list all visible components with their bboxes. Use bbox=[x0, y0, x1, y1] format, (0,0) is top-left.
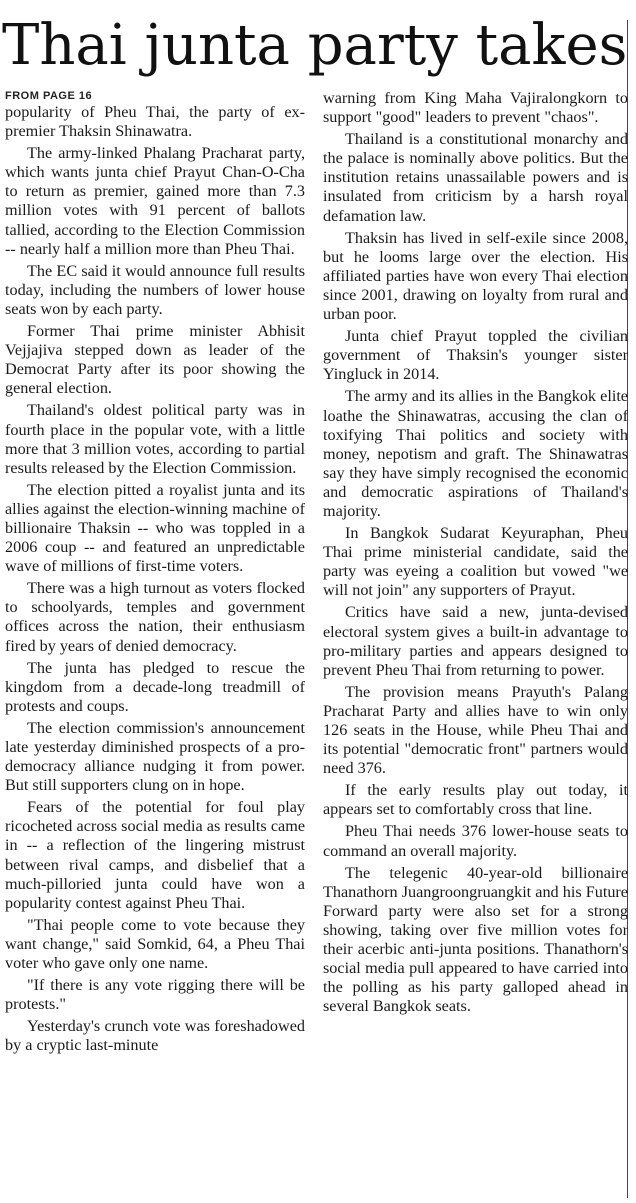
paragraph: Pheu Thai needs 376 lower-house seats to command an overall majority. bbox=[323, 822, 628, 860]
paragraph: If the early results play out today, it appears set to comfortably cross that line. bbox=[323, 781, 628, 819]
paragraph: Junta chief Prayut toppled the civilian government of Thaksin's younger sister Yingluck in 2014. bbox=[323, 327, 628, 384]
paragraph: "If there is any vote rigging there will be protests." bbox=[5, 976, 305, 1014]
paragraph: In Bangkok Sudarat Keyuraphan, Pheu Thai prime ministerial candidate, said the party was eyeing a coalition but vowed "we will not join" any supporters of Prayut. bbox=[323, 524, 628, 600]
paragraph: Critics have said a new, junta-devised electoral system gives a built-in advantage to pro-military parties and appears designed to prevent Pheu Thai from returning to power. bbox=[323, 603, 628, 679]
paragraph: The junta has pledged to rescue the kingdom from a decade-long treadmill of protests and coups. bbox=[5, 658, 305, 715]
paragraph: Fears of the potential for foul play ricocheted across social media as results came in -- a reflection of the lingering mistrust between rival camps, and disbelief that a much-pilloried junta could have won a popularity contest against Pheu Thai. bbox=[5, 798, 305, 912]
paragraph: There was a high turnout as voters flocked to schoolyards, temples and government offices across the nation, their enthusiasm fired by years of denied democracy. bbox=[5, 579, 305, 655]
paragraph: The provision means Prayuth's Palang Pracharat Party and allies have to win only 126 seats in the House, while Pheu Thai and its potential "democratic front" partners would need 376. bbox=[323, 682, 628, 778]
page-edge-rule bbox=[627, 20, 635, 1198]
paragraph: "Thai people come to vote because they want change," said Somkid, 64, a Pheu Thai voter who gave only one name. bbox=[5, 915, 305, 973]
article-column-left bbox=[5, 89, 305, 1059]
headline: Thai junta party takes bbox=[2, 13, 628, 78]
continuation-kicker: FROM PAGE 16 bbox=[5, 90, 93, 102]
paragraph: Former Thai prime minister Abhisit Vejjajiva stepped down as leader of the Democrat Party after its poor showing the general election. bbox=[5, 322, 305, 398]
paragraph: Yesterday's crunch vote was foreshadowed by a cryptic last-minute bbox=[5, 1017, 305, 1055]
paragraph: The army-linked Phalang Pracharat party, which wants junta chief Prayut Chan-O-Cha to return as premier, gained more than 7.3 million votes with 91 percent of ballots tallied, according to the Election Commission -- nearly half a million more than Pheu Thai. bbox=[5, 144, 305, 258]
paragraph: warning from King Maha Vajiralongkorn to support "good" leaders to prevent "chaos". bbox=[323, 89, 628, 127]
paragraph: The election commission's announcement late yesterday diminished prospects of a pro-democracy alliance nudging it from power. But still supporters clung on in hope. bbox=[5, 718, 305, 795]
paragraph: The army and its allies in the Bangkok elite loathe the Shinawatras, accusing the clan of toxifying Thai politics and society with money, nepotism and graft. The Shinawatras say they have simply recognised the economic and democratic aspirations of Thailand's majority. bbox=[323, 387, 628, 520]
paragraph: The EC said it would announce full results today, including the numbers of lower house seats won by each party. bbox=[5, 261, 305, 318]
paragraph: popularity of Pheu Thai, the party of ex-premier Thaksin Shinawatra. bbox=[5, 103, 305, 141]
paragraph: Thaksin has lived in self-exile since 2008, but he looms large over the election. His affiliated parties have won every Thai election since 2001, drawing on loyalty from rural and urban poor. bbox=[323, 228, 628, 324]
paragraph: The election pitted a royalist junta and its allies against the election-winning machine of billionaire Thaksin -- who was toppled in a 2006 coup -- and featured an unpredictable wave of millions of first-time voters. bbox=[5, 480, 305, 576]
paragraph: The telegenic 40-year-old billionaire Thanathorn Juangroongruangkit and his Future Forward party were also set for a strong showing, taking over five million votes for their acerbic anti-junta positions. Thanathorn's social media pull appeared to have carried into the polling as his party galloped ahead in several Bangkok seats. bbox=[323, 863, 628, 1016]
article-column-right bbox=[323, 89, 628, 1019]
paragraph: Thailand's oldest political party was in fourth place in the popular vote, with a little more that 3 million votes, according to partial results released by the Election Commission. bbox=[5, 401, 305, 477]
paragraph: Thailand is a constitutional monarchy and the palace is nominally above politics. But the institution retains unassailable powers and is insulated from criticism by a harsh royal defamation law. bbox=[323, 130, 628, 225]
